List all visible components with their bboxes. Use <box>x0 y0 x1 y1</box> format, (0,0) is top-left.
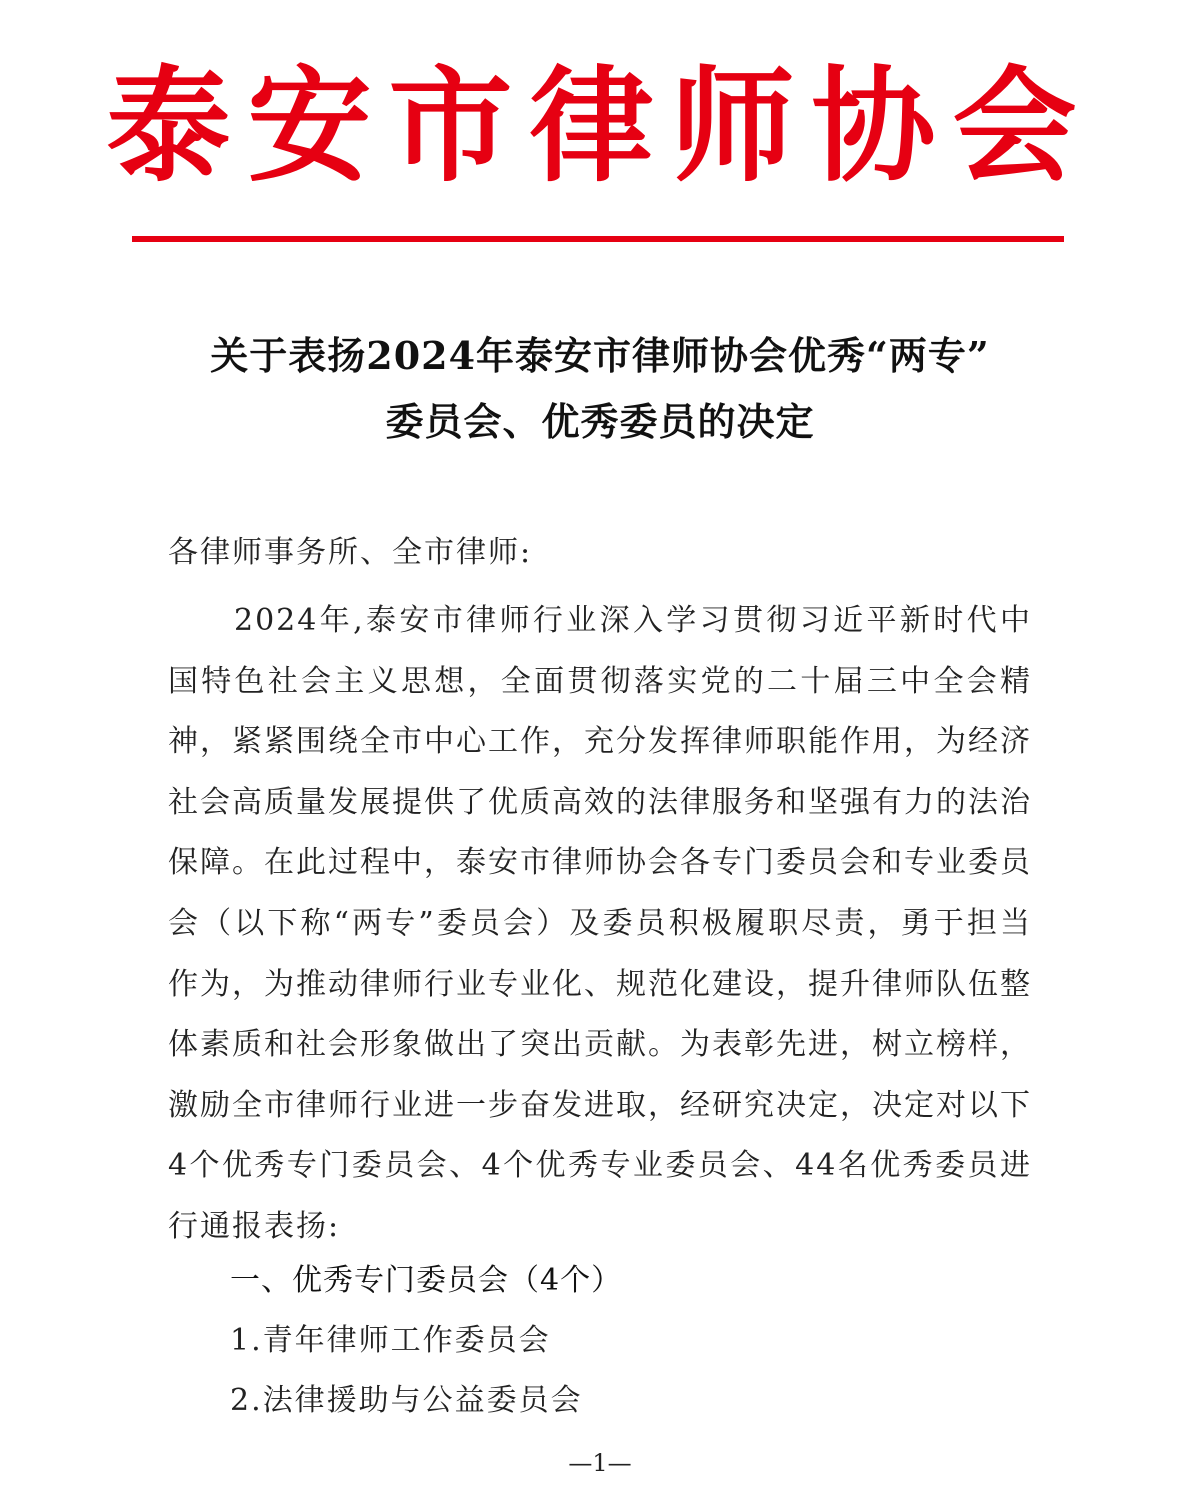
section-heading: 一、优秀专门委员会（4个） <box>230 1263 623 1298</box>
body-paragraph: 2024年,泰安市律师行业深入学习贯彻习近平新时代中国特色社会主义思想，全面贯彻落实党的二十届三中全会精神，紧紧围绕全市中心工作，充分发挥律师职能作用，为经济社会高质量发展提供了优质高效的法律服务和坚强有力的法治保障。在此过程中，泰安市律师协会各专门委员会和专业委员会（以下称“两专”委员会）及委员积极履职尽责，勇于担当作为，为推动律师行业专业化、规范化建设，提升律师队伍整体素质和社会形象做出了突出贡献。为表彰先进，树立榜样，激励全市律师行业进一步奋发进取，经研究决定，决定对以下4个优秀专门委员会、4个优秀专业委员会、44名优秀委员进行通报表扬: <box>168 603 1032 1244</box>
salutation: 各律师事务所、全市律师: <box>168 535 533 570</box>
page-number: —1— <box>568 1449 632 1477</box>
letterhead-organization-name: 泰安市律师协会 <box>106 54 1094 199</box>
letterhead-red-rule <box>132 236 1064 242</box>
list-item: 1.青年律师工作委员会 <box>230 1323 551 1358</box>
list-item: 2.法律援助与公益委员会 <box>230 1383 583 1418</box>
document-title-line-2: 委员会、优秀委员的决定 <box>385 399 815 444</box>
document-title-line-1: 关于表扬2024年泰安市律师协会优秀“两专” <box>210 333 990 378</box>
